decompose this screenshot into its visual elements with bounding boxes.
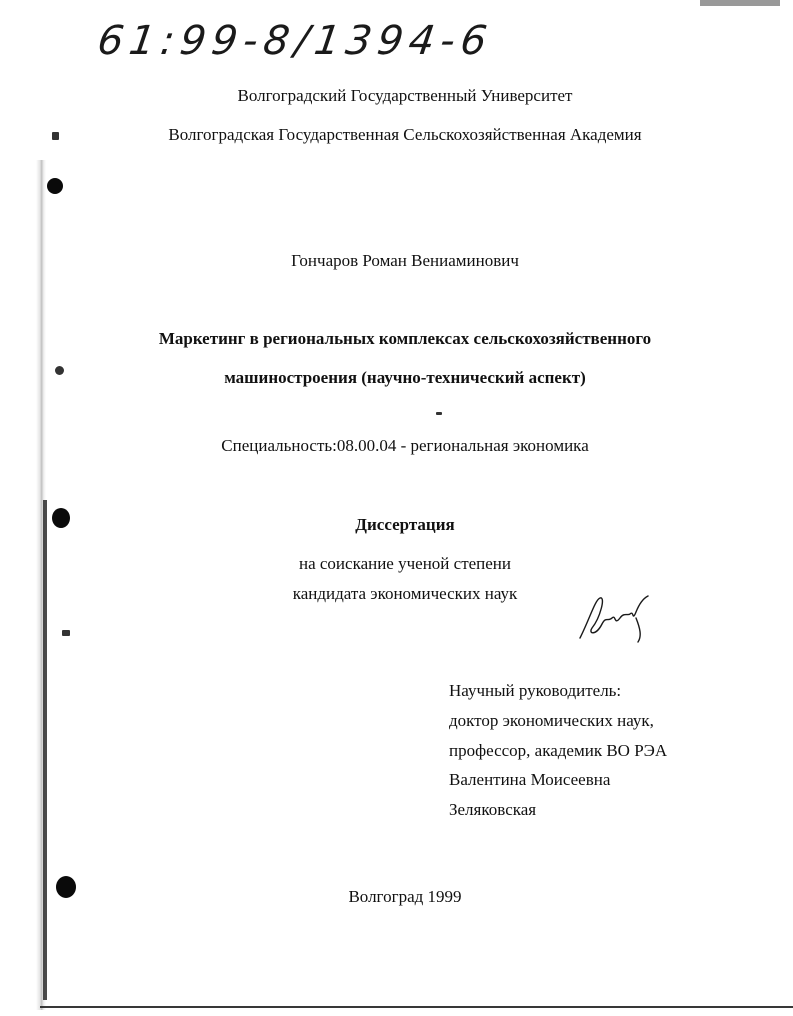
scan-binding-edge <box>43 500 47 1000</box>
signature <box>570 588 660 648</box>
supervisor-titles: профессор, академик ВО РЭА <box>449 741 668 760</box>
degree-line-1: на соискание ученой степени <box>298 554 512 573</box>
academy-name: Волгоградская Государственная Сельскохозяйственная Академия <box>168 125 642 144</box>
punch-hole-1 <box>47 178 63 194</box>
scan-top-mark <box>700 0 780 6</box>
document-type: Диссертация <box>355 515 455 534</box>
scan-speck <box>62 630 70 636</box>
supervisor-name: Валентина Моисеевна <box>449 770 611 789</box>
specialty: Специальность:08.00.04 - региональная экономика <box>221 436 589 455</box>
supervisor-role: Научный руководитель: <box>449 681 622 700</box>
author-name: Гончаров Роман Вениаминович <box>291 251 519 270</box>
title-line-2: машиностроения (научно-технический аспект) <box>224 368 586 387</box>
degree-line-2: кандидата экономических наук <box>292 584 518 603</box>
scan-speck <box>436 412 442 415</box>
supervisor-degree: доктор экономических наук, <box>449 711 654 730</box>
title-line-1: Маркетинг в региональных комплексах сельскохозяйственного <box>158 329 652 348</box>
university-name: Волгоградский Государственный Университет <box>237 86 573 105</box>
supervisor-surname: Зеляковская <box>449 800 537 819</box>
place-and-year: Волгоград 1999 <box>348 887 462 906</box>
handwritten-archive-code: 61:99-8/1394-6 <box>94 18 496 64</box>
scan-bottom-edge <box>40 1006 793 1008</box>
